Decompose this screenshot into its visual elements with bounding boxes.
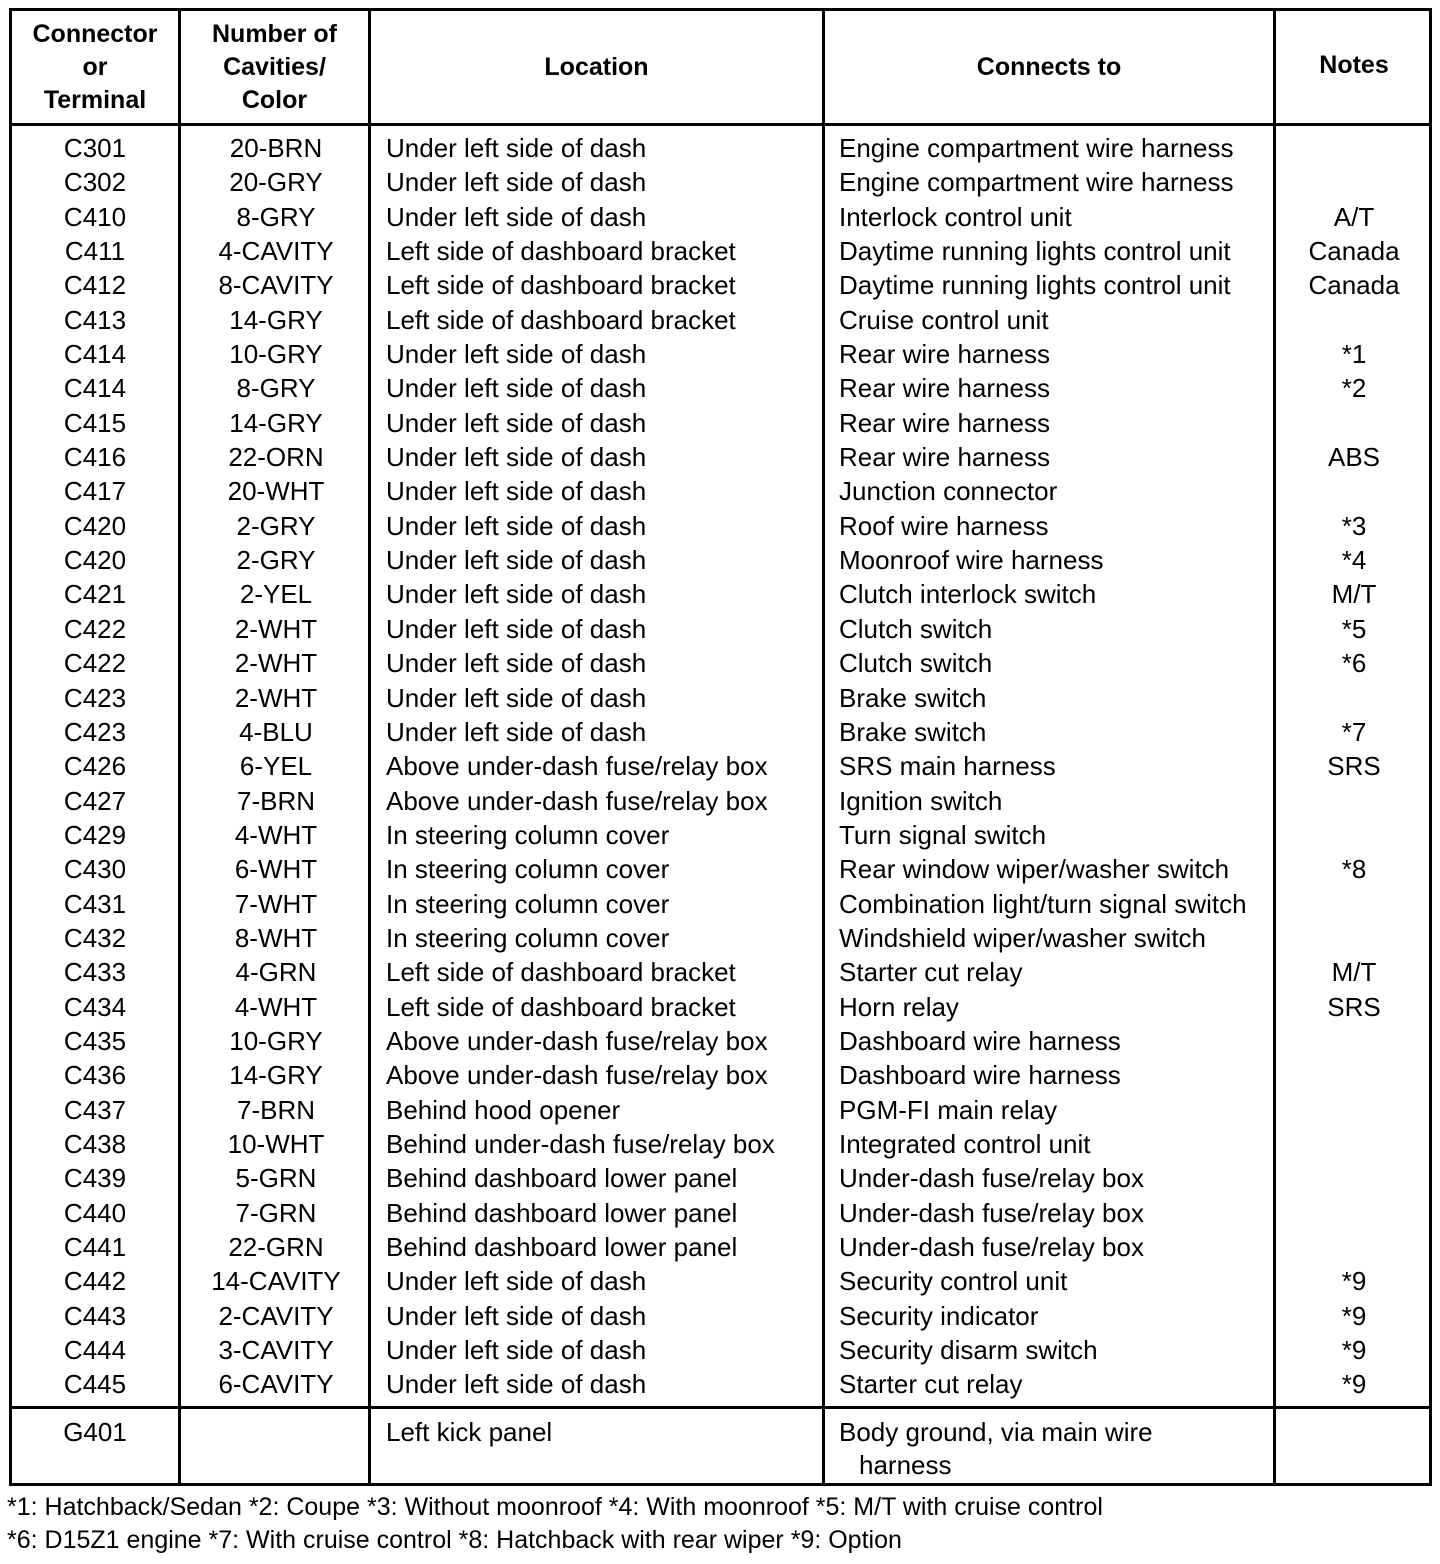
cavities-color-cell: 2-WHT: [234, 648, 318, 679]
ground-rule: [12, 1406, 1429, 1409]
connects-to-cell: SRS main harness: [839, 751, 1056, 782]
cavities-color-cell: 7-BRN: [236, 785, 315, 816]
cavities-color-cell: 14-GRY: [229, 407, 323, 438]
header-location: [371, 11, 822, 123]
location-cell: Under left side of dash: [386, 545, 647, 576]
cavities-color-cell: 20-GRY: [229, 167, 323, 198]
location-cell: In steering column cover: [386, 819, 670, 850]
connector-cell: C417: [63, 476, 127, 507]
table-row: [12, 749, 1429, 783]
notes-cell: M/T: [1331, 579, 1377, 610]
header-connects-to-label: Connects to: [976, 52, 1122, 81]
location-cell: Behind dashboard lower panel: [386, 1197, 738, 1228]
connector-cell: C302: [63, 167, 127, 198]
cavities-color-cell: 3-CAVITY: [218, 1335, 334, 1366]
notes-cell: A/T: [1333, 201, 1375, 232]
location-cell: Under left side of dash: [386, 648, 647, 679]
connector-cell: C429: [63, 819, 127, 850]
table-row: [12, 406, 1429, 440]
connects-to-cell: Horn relay: [839, 991, 959, 1022]
location-cell: Under left side of dash: [386, 407, 647, 438]
connects-to-cell: Turn signal switch: [839, 819, 1047, 850]
connector-cell: C416: [63, 442, 127, 473]
table-row: [12, 165, 1429, 199]
connects-to-cell: Daytime running lights control unit: [839, 270, 1231, 301]
table-row: [12, 887, 1429, 921]
connects-to-cell: Rear window wiper/washer switch: [839, 854, 1230, 885]
connector-cell: C426: [63, 751, 127, 782]
connector-cell: C415: [63, 407, 127, 438]
location-cell: Under left side of dash: [386, 510, 647, 541]
cavities-color-cell: 2-WHT: [234, 613, 318, 644]
connector-cell: C441: [63, 1232, 127, 1262]
table-row: [12, 577, 1429, 611]
cavities-color-cell: 6-WHT: [234, 854, 318, 885]
cavities-color-cell: 20-BRN: [229, 133, 323, 163]
header-rule: [12, 123, 1429, 126]
connector-cell: C423: [63, 682, 127, 713]
table-row: [12, 509, 1429, 543]
notes-cell: *9: [1341, 1369, 1367, 1400]
connects-to-cell: Rear wire harness: [839, 339, 1050, 370]
location-cell: Behind under-dash fuse/relay box: [386, 1128, 775, 1159]
cavities-color-cell: 2-YEL: [239, 579, 313, 610]
table-row: [12, 268, 1429, 302]
table-row: [12, 1230, 1429, 1264]
connector-cell: C439: [63, 1163, 127, 1194]
connects-to-cell: Windshield wiper/washer switch: [839, 922, 1207, 953]
connects-to-cell: Moonroof wire harness: [839, 545, 1104, 576]
location-cell: Under left side of dash: [386, 442, 647, 473]
connects-to-cell: Rear wire harness: [839, 373, 1050, 404]
connector-cell: C421: [63, 579, 127, 610]
location-cell: Behind dashboard lower panel: [386, 1163, 738, 1194]
connector-table: [9, 8, 1432, 1486]
connector-cell: C433: [63, 957, 127, 988]
connects-to-cell: Dashboard wire harness: [839, 1060, 1121, 1091]
connector-cell: C427: [63, 785, 127, 816]
connector-cell: C444: [63, 1335, 127, 1366]
connects-to-cell: Starter cut relay: [839, 957, 1023, 988]
location-cell: Under left side of dash: [386, 1300, 647, 1331]
header-notes: [1276, 11, 1432, 123]
cavities-color-cell: 20-WHT: [227, 476, 325, 507]
table-row: [12, 852, 1429, 886]
cavities-color-cell: 6-YEL: [239, 751, 313, 782]
header-cavities-line2: Cavities/: [223, 52, 326, 81]
table-row: [12, 646, 1429, 680]
cavities-color-cell: 10-WHT: [227, 1128, 325, 1159]
notes-cell: *3: [1341, 510, 1367, 541]
notes-cell: *9: [1341, 1335, 1367, 1366]
header-notes-label: Notes: [1319, 51, 1389, 79]
location-cell: Under left side of dash: [386, 373, 647, 404]
location-cell: Left side of dashboard bracket: [386, 270, 736, 301]
location-cell: Above under-dash fuse/relay box: [386, 785, 768, 816]
connects-to-cell: Under-dash fuse/relay box: [839, 1163, 1144, 1194]
cavities-color-cell: 2-GRY: [236, 510, 316, 541]
table-row: [12, 990, 1429, 1024]
table-row: [12, 303, 1429, 337]
cavities-color-cell: 2-GRY: [236, 545, 316, 576]
table-row: [12, 1058, 1429, 1092]
header-connector-line3: Terminal: [43, 85, 147, 114]
connects-to-cell: Security indicator: [839, 1300, 1039, 1331]
table-row: [12, 1161, 1429, 1195]
cavities-color-cell: 22-ORN: [228, 442, 324, 473]
connects-to-cell: Ignition switch: [839, 785, 1003, 816]
cavities-color-cell: 4-WHT: [234, 819, 318, 850]
cavities-color-cell: 8-WHT: [234, 922, 318, 953]
location-cell: Left side of dashboard bracket: [386, 991, 736, 1022]
connects-to-cell: Brake switch: [839, 682, 987, 713]
table-row: [12, 1127, 1429, 1161]
cavities-color-cell: 10-GRY: [229, 1025, 323, 1056]
header-location-label: Location: [544, 52, 649, 81]
footnote-line: *6: D15Z1 engine *7: With cruise control *8: Hatchback with rear wiper *9: Option: [7, 1526, 902, 1554]
table-row: [12, 955, 1429, 989]
connector-cell: C434: [63, 991, 127, 1022]
notes-cell: *6: [1341, 648, 1367, 679]
notes-cell: SRS: [1327, 751, 1381, 782]
table-row: [12, 1299, 1429, 1333]
location-cell: In steering column cover: [386, 854, 670, 885]
table-row: [12, 337, 1429, 371]
table-row: [12, 200, 1429, 234]
location-cell: Above under-dash fuse/relay box: [386, 1025, 768, 1056]
notes-cell: M/T: [1331, 957, 1377, 988]
connects-to-cell: Interlock control unit: [839, 201, 1072, 232]
location-cell: In steering column cover: [386, 888, 670, 919]
table-row: [12, 131, 1429, 165]
cavities-color-cell: 2-WHT: [234, 682, 318, 713]
location-cell: Under left side of dash: [386, 133, 647, 163]
cavities-color-cell: 4-WHT: [234, 991, 318, 1022]
location-cell: Under left side of dash: [386, 682, 647, 713]
cavities-color-cell: 6-CAVITY: [218, 1369, 334, 1400]
location-cell: Above under-dash fuse/relay box: [386, 751, 768, 782]
connector-cell: C420: [63, 545, 127, 576]
table-row: [12, 715, 1429, 749]
header-cavities-line1: Number of: [212, 19, 337, 48]
connector-cell: C431: [63, 888, 127, 919]
connects-to-cell: Under-dash fuse/relay box: [839, 1232, 1144, 1262]
table-row: [12, 1093, 1429, 1127]
connector-cell: C301: [63, 133, 127, 163]
table-row: [12, 474, 1429, 508]
cavities-color-cell: 10-GRY: [229, 339, 323, 370]
connector-cell: C445: [63, 1369, 127, 1400]
table-row: [12, 1024, 1429, 1058]
connector-cell: C440: [63, 1197, 127, 1228]
header-cavities-line3: Color: [241, 85, 308, 114]
cavities-color-cell: 4-GRN: [235, 957, 317, 988]
ground-connects-to: [839, 1416, 1153, 1482]
connector-cell: C414: [63, 373, 127, 404]
connector-cell: C432: [63, 922, 127, 953]
ground-connects-to-line1: Body ground, via main wire: [839, 1417, 1153, 1447]
notes-cell: SRS: [1327, 991, 1381, 1022]
notes-cell: *5: [1341, 613, 1367, 644]
header-cavities: [181, 11, 368, 123]
connector-cell: C410: [63, 201, 127, 232]
location-cell: Under left side of dash: [386, 167, 647, 198]
connects-to-cell: Integrated control unit: [839, 1128, 1091, 1159]
connector-cell: C423: [63, 716, 127, 747]
header-connector-line2: or: [82, 52, 108, 81]
notes-cell: *7: [1341, 716, 1367, 747]
cavities-color-cell: 5-GRN: [235, 1163, 317, 1194]
location-cell: Left side of dashboard bracket: [386, 236, 736, 267]
cavities-color-cell: 22-GRN: [228, 1232, 324, 1262]
location-cell: Behind hood opener: [386, 1094, 621, 1125]
location-cell: Above under-dash fuse/relay box: [386, 1060, 768, 1091]
connects-to-cell: Dashboard wire harness: [839, 1025, 1121, 1056]
connects-to-cell: PGM-FI main relay: [839, 1094, 1058, 1125]
table-row: [12, 1367, 1429, 1401]
connects-to-cell: Roof wire harness: [839, 510, 1049, 541]
connector-cell: C411: [64, 236, 126, 267]
cavities-color-cell: 4-BLU: [239, 716, 313, 747]
connector-cell: C437: [63, 1094, 127, 1125]
table-row: [12, 440, 1429, 474]
connects-to-cell: Under-dash fuse/relay box: [839, 1197, 1144, 1228]
location-cell: Under left side of dash: [386, 613, 647, 644]
notes-cell: *2: [1341, 373, 1367, 404]
location-cell: Under left side of dash: [386, 1335, 647, 1366]
notes-cell: *9: [1341, 1300, 1367, 1331]
connects-to-cell: Clutch switch: [839, 648, 993, 679]
table-body: [12, 131, 1429, 1402]
location-cell: Under left side of dash: [386, 476, 647, 507]
table-row: [12, 234, 1429, 268]
ground-connector: G401: [63, 1417, 127, 1447]
notes-cell: ABS: [1327, 442, 1381, 473]
table-row: [12, 371, 1429, 405]
connector-cell: C414: [63, 339, 127, 370]
table-row: [12, 612, 1429, 646]
cavities-color-cell: 7-BRN: [236, 1094, 315, 1125]
connects-to-cell: Cruise control unit: [839, 304, 1049, 335]
location-cell: Left side of dashboard bracket: [386, 304, 736, 335]
connector-cell: C436: [63, 1060, 127, 1091]
cavities-color-cell: 14-GRY: [229, 304, 323, 335]
footnote-line: *1: Hatchback/Sedan *2: Coupe *3: Without moonroof *4: With moonroof *5: M/T with cruise control: [7, 1493, 1103, 1521]
table-row: [12, 818, 1429, 852]
connector-cell: C442: [63, 1266, 127, 1297]
connector-cell: C413: [63, 304, 127, 335]
connects-to-cell: Engine compartment wire harness: [839, 167, 1234, 198]
table-row: [12, 1264, 1429, 1298]
connects-to-cell: Brake switch: [839, 716, 987, 747]
table-row: [12, 784, 1429, 818]
cavities-color-cell: 8-GRY: [236, 201, 316, 232]
connects-to-cell: Engine compartment wire harness: [839, 133, 1234, 163]
cavities-color-cell: 14-GRY: [229, 1060, 323, 1091]
cavities-color-cell: 8-CAVITY: [218, 270, 334, 301]
connects-to-cell: Daytime running lights control unit: [839, 236, 1231, 267]
cavities-color-cell: 8-GRY: [236, 373, 316, 404]
notes-cell: *1: [1341, 339, 1367, 370]
connector-cell: C422: [63, 613, 127, 644]
table-row: [12, 1333, 1429, 1367]
notes-cell: *8: [1341, 854, 1367, 885]
location-cell: Under left side of dash: [386, 1369, 647, 1400]
cavities-color-cell: 14-CAVITY: [211, 1266, 341, 1297]
connects-to-cell: Combination light/turn signal switch: [839, 888, 1247, 919]
header-connector-line1: Connector: [32, 19, 158, 48]
cavities-color-cell: 4-CAVITY: [218, 236, 334, 267]
connects-to-cell: Clutch interlock switch: [839, 579, 1097, 610]
cavities-color-cell: 7-GRN: [235, 1197, 317, 1228]
connector-cell: C435: [63, 1025, 127, 1056]
table-row: [12, 1196, 1429, 1230]
location-cell: In steering column cover: [386, 922, 670, 953]
header-connector: [12, 11, 178, 123]
table-row: [12, 681, 1429, 715]
location-cell: Under left side of dash: [386, 201, 647, 232]
location-cell: Under left side of dash: [386, 716, 647, 747]
cavities-color-cell: 7-WHT: [234, 888, 318, 919]
table-row: [12, 921, 1429, 955]
location-cell: Under left side of dash: [386, 579, 647, 610]
notes-cell: Canada: [1308, 236, 1400, 267]
connects-to-cell: Clutch switch: [839, 613, 993, 644]
ground-location: Left kick panel: [386, 1417, 553, 1447]
location-cell: Behind dashboard lower panel: [386, 1232, 738, 1262]
connects-to-cell: Security control unit: [839, 1266, 1068, 1297]
footnotes: [7, 1491, 1103, 1557]
location-cell: Under left side of dash: [386, 1266, 647, 1297]
notes-cell: *4: [1341, 545, 1367, 576]
cavities-color-cell: 2-CAVITY: [218, 1300, 334, 1331]
connector-cell: C438: [63, 1128, 127, 1159]
location-cell: Under left side of dash: [386, 339, 647, 370]
location-cell: Left side of dashboard bracket: [386, 957, 736, 988]
connector-cell: C420: [63, 510, 127, 541]
table-row: [12, 543, 1429, 577]
notes-cell: *9: [1341, 1266, 1367, 1297]
connects-to-cell: Junction connector: [839, 476, 1058, 507]
connects-to-cell: Rear wire harness: [839, 442, 1050, 473]
header-connects-to: [825, 11, 1273, 123]
connector-cell: C430: [63, 854, 127, 885]
connects-to-cell: Rear wire harness: [839, 407, 1050, 438]
connects-to-cell: Starter cut relay: [839, 1369, 1023, 1400]
connector-cell: C443: [63, 1300, 127, 1331]
connects-to-cell: Security disarm switch: [839, 1335, 1098, 1366]
connector-cell: C412: [63, 270, 127, 301]
connector-cell: C422: [63, 648, 127, 679]
ground-connects-to-line2: harness: [859, 1450, 952, 1480]
notes-cell: Canada: [1308, 270, 1400, 301]
